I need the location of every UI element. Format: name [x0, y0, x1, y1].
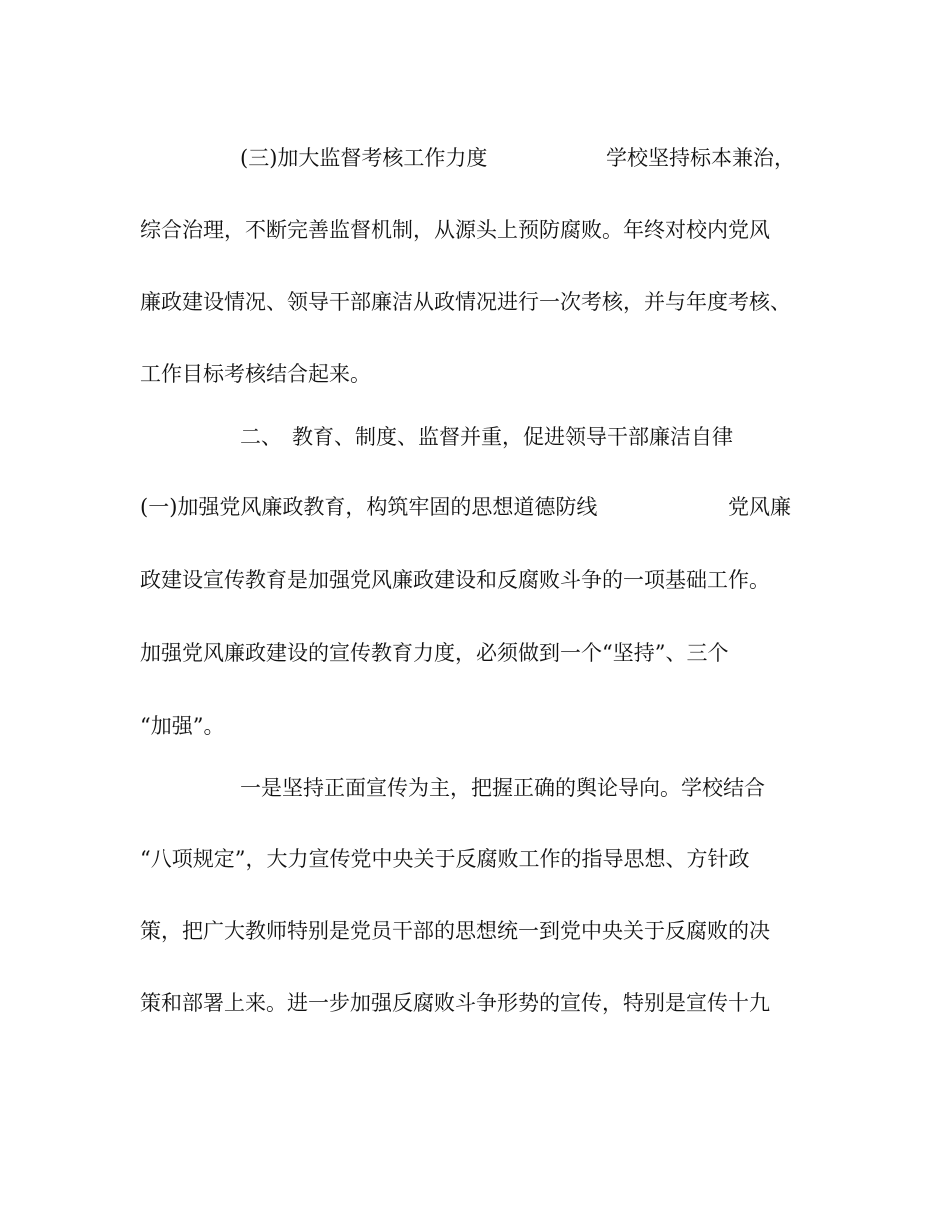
heading-1: (一)加强党风廉政教育，构筑牢固的思想道德防线: [140, 495, 598, 519]
line-5: [0, 417, 950, 457]
line-2: [0, 210, 950, 250]
paragraph-text: 党风廉: [728, 495, 791, 519]
line-4: [0, 354, 950, 394]
line-13: [0, 983, 950, 1023]
line-11: [0, 839, 950, 879]
line-9: [0, 706, 950, 746]
paragraph-text: 学校坚持标本兼治，: [606, 146, 795, 170]
paragraph-text: 加强党风廉政建设的宣传教育力度，必须做到一个“坚持”、三个: [140, 641, 729, 665]
line-6: [0, 487, 950, 527]
paragraph-text: “加强”。: [140, 714, 225, 738]
section-number: 二、: [240, 425, 282, 449]
heading-3: (三)加大监督考核工作力度: [240, 146, 488, 170]
line-3: [0, 282, 950, 322]
line-7: [0, 560, 950, 600]
paragraph-text: 一是坚持正面宣传为主，把握正确的舆论导向。学校结合: [240, 776, 765, 800]
paragraph-text: 廉政建设情况、领导干部廉洁从政情况进行一次考核，并与年度考核、: [140, 290, 791, 314]
line-1: [0, 138, 950, 178]
section-heading: 教育、制度、监督并重，促进领导干部廉洁自律: [292, 425, 733, 449]
line-8: [0, 633, 950, 673]
paragraph-text: 政建设宣传教育是加强党风廉政建设和反腐败斗争的一项基础工作。: [140, 568, 770, 592]
line-10: [0, 768, 950, 808]
paragraph-text: 策和部署上来。进一步加强反腐败斗争形势的宣传，特别是宣传十九: [140, 991, 770, 1015]
line-12: [0, 911, 950, 951]
paragraph-text: 综合治理，不断完善监督机制，从源头上预防腐败。年终对校内党风: [140, 218, 770, 242]
paragraph-text: 策，把广大教师特别是党员干部的思想统一到党中央关于反腐败的决: [140, 919, 770, 943]
paragraph-text: 工作目标考核结合起来。: [140, 362, 371, 386]
paragraph-text: “八项规定”，大力宣传党中央关于反腐败工作的指导思想、方针政: [140, 847, 750, 871]
